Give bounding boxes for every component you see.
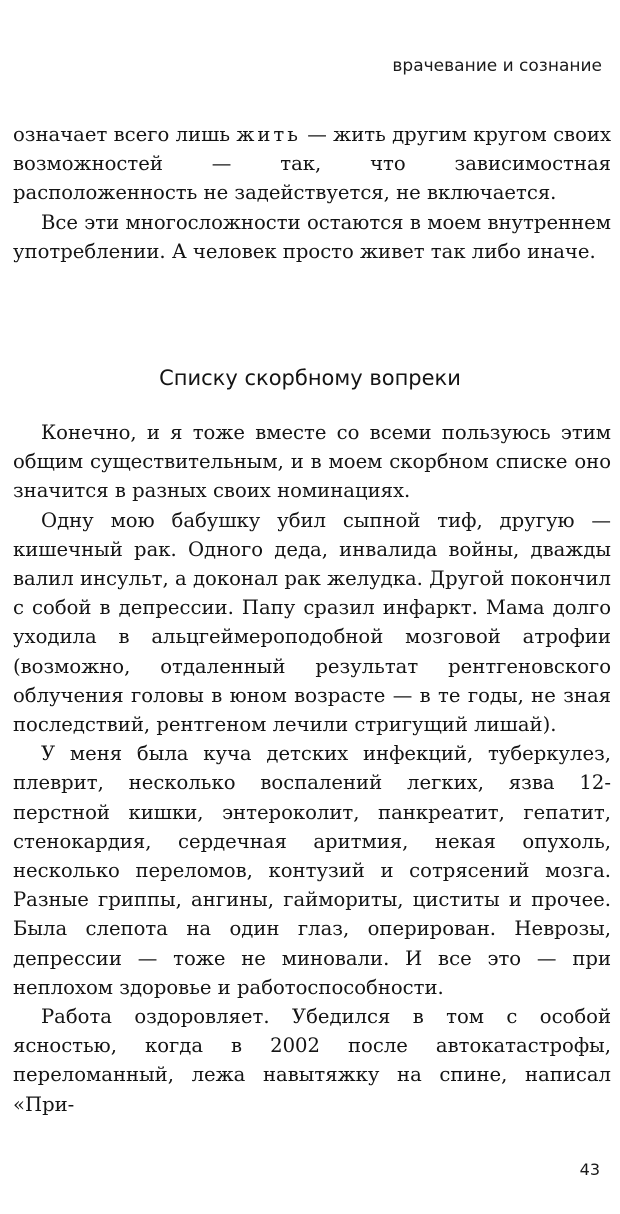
section-heading: Списку скорбному вопреки [159, 366, 461, 390]
paragraph: Конечно, и я тоже вместе со всеми пользуюсь этим общим существительным, и в моем скорбном списке оно значится в разных своих номинациях. [13, 421, 611, 503]
paragraph [13, 120, 611, 208]
text-run: — жить другим кругом своих возможностей — так, что зависимостная расположенность не задействуется, не включается. [13, 123, 611, 205]
text-block-section [13, 418, 611, 1119]
running-header: врачевание и сознание [392, 56, 602, 76]
paragraph: Все эти многосложности остаются в моем внутреннем употреблении. А человек просто живет так либо иначе. [13, 210, 611, 263]
paragraph: Одну мою бабушку убил сыпной тиф, другую — кишечный рак. Одного деда, инвалида войны, дважды валил инсульт, а доконал рак желудка. Другой покончил с собой в депрессии. Папу сразил инфаркт. Мама долго уходила в альцгеймероподобной мозговой атрофии (возможно, отдаленный результат рентгеновского облучения головы в юном возрасте — в те годы, не зная последствий, рентгеном лечили стригущий лишай). [13, 508, 611, 737]
text-block-top [13, 120, 611, 266]
paragraph: У меня была куча детских инфекций, туберкулез, плеврит, несколько воспалений легких, язва 12-перстной кишки, энтероколит, панкреатит, гепатит, стенокардия, сердечная аритмия, некая опухоль, несколько переломов, контузий и сотрясений мозга. Разные гриппы, ангины, гаймориты, циститы и прочее. Была слепота на один глаз, оперирован. Неврозы, депрессии — тоже не миновали. И все это — при неплохом здоровье и работоспособности. [13, 742, 611, 999]
spaced-word: жить [236, 123, 301, 146]
text-run: означает всего лишь [13, 123, 237, 146]
page-number: 43 [579, 1160, 600, 1179]
paragraph: Работа оздоровляет. Убедился в том с особой ясностью, когда в 2002 после автокатастрофы, переломанный, лежа навытяжку на спине, написал «При- [13, 1005, 611, 1116]
